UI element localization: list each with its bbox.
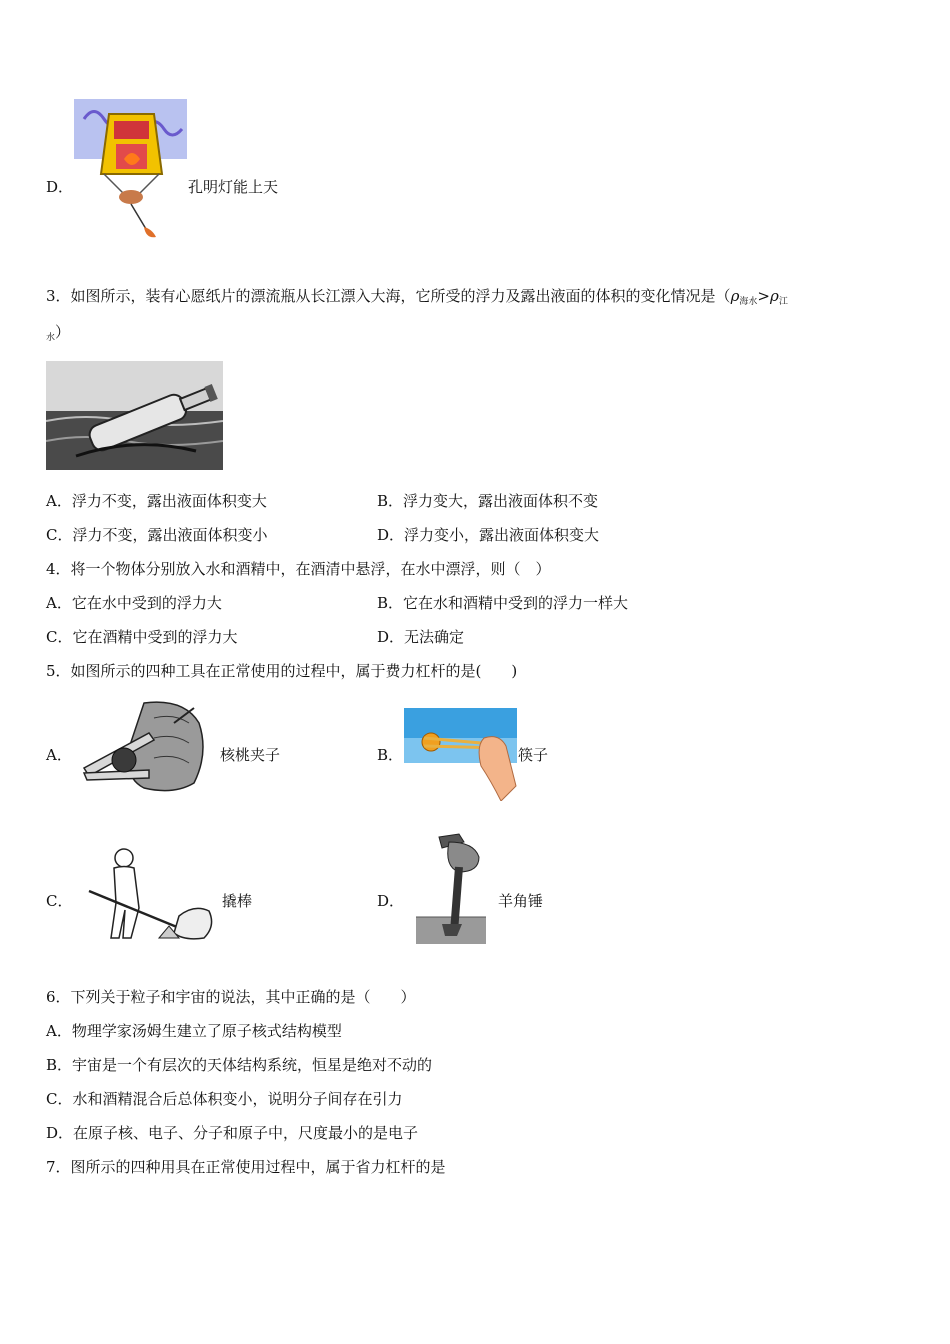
q5-option-b-caption: 筷子 [518,746,549,764]
q5-option-a-caption: 核桃夹子 [220,746,281,764]
floating-bottle-image [46,361,223,470]
q4-option-d-label: D． [377,628,405,646]
q6-option-c-text: 水和酒精混合后总体积变小，说明分子间存在引力 [72,1090,403,1108]
q3-option-b-label: B． [377,492,404,510]
q3-option-a[interactable] [46,492,267,510]
q5-option-c-caption: 撬棒 [222,892,253,910]
q3-close-paren: ） [55,323,71,341]
q3-option-d-text: 浮力变小，露出液面体积变大 [404,526,600,544]
q5-option-c-label[interactable]: C． [46,892,73,910]
q6-option-b[interactable] [46,1056,432,1074]
q2-option-d-caption: 孔明灯能上天 [188,178,279,196]
q3-option-a-label: A． [46,492,72,510]
q4-option-d-text: 无法确定 [404,628,465,646]
claw-hammer-image [414,832,489,944]
greater-than-sign: > [757,287,770,305]
sky-lantern-image [74,99,187,245]
q4-option-b[interactable] [377,594,628,612]
q3-option-d[interactable] [377,526,599,544]
q6-option-a-text: 物理学家汤姆生建立了原子核式结构模型 [71,1022,342,1040]
q3-option-d-label: D． [377,526,405,544]
q4-option-a-label: A． [46,594,72,612]
rho-symbol-2: ρ [769,287,779,305]
q6-option-b-text: 宇宙是一个有层次的天体结构系统，恒星是绝对不动的 [72,1056,433,1074]
q3-option-b-text: 浮力变大，露出液面体积不变 [403,492,599,510]
q6-option-d-label: D． [46,1124,74,1142]
q3-option-a-text: 浮力不变，露出液面体积变大 [71,492,267,510]
q3-stem-line2 [46,323,70,347]
q4-option-b-text: 它在水和酒精中受到的浮力一样大 [403,594,629,612]
rho-symbol: ρ [730,287,740,305]
chopsticks-image [404,708,517,801]
q4-option-d[interactable] [377,628,464,646]
q3-option-c-label: C． [46,526,73,544]
nutcracker-image [79,698,209,794]
q6-option-a[interactable] [46,1022,342,1040]
q2-option-d-label: D． [46,178,74,196]
q4-option-a[interactable] [46,594,222,612]
q5-option-d-label[interactable]: D． [377,892,405,910]
q6-option-d-text: 在原子核、电子、分子和原子中，尺度最小的是电子 [73,1124,419,1142]
q4-option-a-text: 它在水中受到的浮力大 [71,594,222,612]
q5-option-b-label[interactable]: B． [377,746,404,764]
q7-stem: 7．图所示的四种用具在正常使用过程中，属于省力杠杆的是 [46,1158,446,1176]
q3-sub-water: 水 [46,333,56,343]
q4-option-c-text: 它在酒精中受到的浮力大 [72,628,238,646]
q4-stem: 4．将一个物体分别放入水和酒精中，在酒清中悬浮，在水中漂浮，则（ ） [46,560,551,578]
q5-option-a-label[interactable]: A． [46,746,72,764]
q6-option-c-label: C． [46,1090,73,1108]
q6-option-b-label: B． [46,1056,73,1074]
q3-sub-seawater: 海水 [739,297,758,307]
q5-stem: 5．如图所示的四种工具在正常使用的过程中，属于费力杠杆的是( ) [46,662,518,680]
q6-option-a-label: A． [46,1022,72,1040]
q3-sub-river: 江 [778,297,788,307]
q3-option-b[interactable] [377,492,598,510]
q3-stem [46,287,788,311]
q3-option-c[interactable] [46,526,268,544]
q4-option-b-label: B． [377,594,404,612]
q3-option-c-text: 浮力不变，露出液面体积变小 [72,526,268,544]
q6-option-c[interactable] [46,1090,403,1108]
crowbar-image [84,846,216,943]
q4-option-c-label: C． [46,628,73,646]
q6-stem: 6．下列关于粒子和宇宙的说法，其中正确的是（ ） [46,988,416,1006]
q4-option-c[interactable] [46,628,238,646]
q3-text: 3．如图所示，装有心愿纸片的漂流瓶从长江漂入大海，它所受的浮力及露出液面的体积的变化情况是（ [46,287,731,305]
q5-option-d-caption: 羊角锤 [498,892,544,910]
q6-option-d[interactable] [46,1124,418,1142]
